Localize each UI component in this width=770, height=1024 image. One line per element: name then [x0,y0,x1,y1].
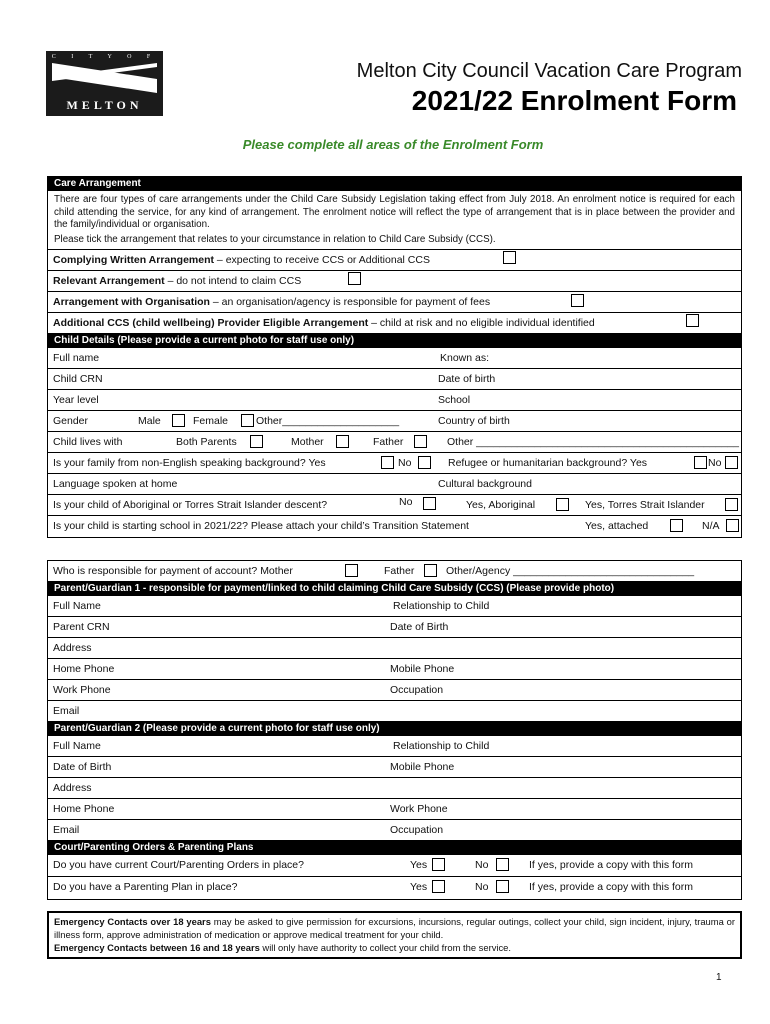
other-lives-label: Other _____________________________________________ [447,436,739,448]
emergency-over18-bold: Emergency Contacts over 18 years [54,916,211,927]
country-label: Country of birth [438,415,510,427]
torres-yes-label: Yes, Torres Strait Islander [585,499,705,511]
opt3-bold: Arrangement with Organisation [53,296,210,308]
payment-father-label: Father [384,565,415,577]
emergency-over18-text: may be asked to give permission for excursions, incursions, regular outings, collect your child, sign incident, injury, trauma or illness form, approve administration of medication or approve medical treatment for your child. [54,916,735,940]
care-heading: Care Arrangement [48,177,741,191]
pg2-work-label: Work Phone [390,803,448,815]
additional-checkbox[interactable] [686,314,699,327]
torres-yes-checkbox[interactable] [725,498,738,511]
logo-mark-icon [52,63,157,93]
pg2-relationship-label: Relationship to Child [393,740,490,752]
pg2-occupation-label: Occupation [390,824,444,836]
refugee-yes-checkbox[interactable] [694,456,707,469]
court-orders-no-checkbox[interactable] [496,858,509,871]
pg1-full-name-label: Full Name [53,600,101,612]
pg2-row-email [48,820,741,841]
payment-other-label: Other/Agency _______________________________ [446,565,695,577]
pg2-heading: Parent/Guardian 2 (Please provide a current photo for staff use only) [48,722,741,736]
pg1-occupation-label: Occupation [390,684,444,696]
child-row-gender [48,411,741,432]
opt4-text: – child at risk and no eligible individual identified [368,317,595,329]
logo-name: MELTON [66,98,143,112]
refugee-no-checkbox[interactable] [725,456,738,469]
child-row-aboriginal [48,495,741,516]
child-row-name [48,348,741,369]
child-row-nesb [48,453,741,474]
arrangement-organisation [48,292,741,313]
na-checkbox[interactable] [726,519,739,532]
na-label: N/A [702,520,720,532]
child-crn-label: Child CRN [53,373,103,385]
court-orders-yes-label: Yes [410,859,428,871]
nesb-yes-checkbox[interactable] [381,456,394,469]
care-arrangement-section [47,176,742,538]
known-as-label: Known as: [440,352,490,364]
council-logo [46,51,163,116]
pg2-row-home [48,799,741,820]
year-level-label: Year level [53,394,99,406]
child-row-lives [48,432,741,453]
father-label: Father [373,436,404,448]
court-row-plan [48,877,741,899]
aboriginal-no-label: No [399,496,413,508]
mother-checkbox[interactable] [336,435,349,448]
aboriginal-label: Is your child of Aboriginal or Torres Strait Islander descent? [53,499,328,511]
pg1-mobile-label: Mobile Phone [390,663,455,675]
pg1-row-crn [48,617,741,638]
refugee-label: Refugee or humanitarian background? Yes [448,457,648,469]
both-parents-checkbox[interactable] [250,435,263,448]
full-name-label: Full name [53,352,100,364]
payment-question: Who is responsible for payment of account? Mother [53,565,293,577]
pg1-row-work [48,680,741,701]
arrangement-relevant [48,271,741,292]
school-label: School [438,394,471,406]
aboriginal-no-checkbox[interactable] [423,497,436,510]
plan-yes-label: Yes [410,881,428,893]
pg2-address-label: Address [53,782,92,794]
culture-label: Cultural background [438,478,532,490]
aboriginal-yes-label: Yes, Aboriginal [466,499,536,511]
page-number: 1 [716,972,722,983]
plan-copy-label: If yes, provide a copy with this form [529,881,693,893]
complying-checkbox[interactable] [503,251,516,264]
payment-father-checkbox[interactable] [424,564,437,577]
mother-label: Mother [291,436,324,448]
father-checkbox[interactable] [414,435,427,448]
court-orders-question: Do you have current Court/Parenting Orders in place? [53,859,304,871]
attached-checkbox[interactable] [670,519,683,532]
child-row-year [48,390,741,411]
child-row-crn [48,369,741,390]
care-intro-text: There are four types of care arrangements under the Child Care Subsidy Legislation taking effect from July 2018. An enrolment notice is required for each child attending the service, for any kind of arrangement. The enrolment notice will reflect the type of arrangement that is in place between the provider and the family/individual or organisation. [54,194,735,230]
female-checkbox[interactable] [241,414,254,427]
plan-no-label: No [475,881,489,893]
child-heading: Child Details (Please provide a current photo for staff use only) [48,334,741,348]
pg2-home-label: Home Phone [53,803,115,815]
pg2-dob-label: Date of Birth [53,761,112,773]
pg1-row-address [48,638,741,659]
logo-city-text: C I T Y O F [51,54,158,60]
male-label: Male [138,415,161,427]
dob-label: Date of birth [438,373,496,385]
plan-no-checkbox[interactable] [496,880,509,893]
pg2-row-dob [48,757,741,778]
child-row-language [48,474,741,495]
pg1-address-label: Address [53,642,92,654]
opt4-bold: Additional CCS (child wellbeing) Provider Eligible Arrangement [53,317,369,329]
care-instruction: Please tick the arrangement that relates to your circumstance in relation to Child Care Subsidy (CCS). [54,233,496,245]
emergency-16to18-bold: Emergency Contacts between 16 and 18 years [54,941,260,953]
pg1-crn-label: Parent CRN [53,621,110,633]
starting-school-label: Is your child is starting school in 2021/22? Please attach your child’s Transition Statement [53,520,469,532]
female-label: Female [193,415,229,427]
care-intro [48,191,741,250]
pg1-row-name [48,596,741,617]
lives-with-label: Child lives with [53,436,123,448]
court-orders-copy-label: If yes, provide a copy with this form [529,859,693,871]
pg1-home-label: Home Phone [53,663,115,675]
pg2-row-address [48,778,741,799]
pg1-work-label: Work Phone [53,684,111,696]
pg2-full-name-label: Full Name [53,740,101,752]
form-title: 2021/22 Enrolment Form [411,85,737,116]
both-parents-label: Both Parents [176,436,237,448]
court-orders-yes-checkbox[interactable] [432,858,445,871]
pg1-relationship-label: Relationship to Child [393,600,490,612]
court-row-orders [48,855,741,877]
pg2-email-label: Email [53,824,80,836]
opt1-bold: Complying Written Arrangement [53,254,215,266]
nesb-label: Is your family from non-English speaking background? Yes [53,457,326,469]
opt1-text: – expecting to receive CCS or Additional CCS [214,254,430,266]
relevant-checkbox[interactable] [348,272,361,285]
form-instruction: Please complete all areas of the Enrolment Form [242,137,544,152]
nesb-no-label: No [398,457,412,469]
plan-yes-checkbox[interactable] [432,880,445,893]
payment-mother-checkbox[interactable] [345,564,358,577]
court-orders-no-label: No [475,859,489,871]
pg1-row-home [48,659,741,680]
pg1-dob-label: Date of Birth [390,621,449,633]
program-title: Melton City Council Vacation Care Program [356,60,742,82]
opt3-text: – an organisation/agency is responsible for payment of fees [209,296,491,308]
pg2-mobile-label: Mobile Phone [390,761,455,773]
aboriginal-yes-checkbox[interactable] [556,498,569,511]
gender-label: Gender [53,415,89,427]
emergency-16to18-text: will only have authority to collect your child from the service. [259,941,511,953]
organisation-checkbox[interactable] [571,294,584,307]
arrangement-complying [48,250,741,271]
parenting-plan-question: Do you have a Parenting Plan in place? [53,881,238,893]
attached-label: Yes, attached [585,520,649,532]
other-gender-label: Other____________________ [256,415,400,427]
opt2-text: – do not intend to claim CCS [164,275,302,287]
pg1-heading: Parent/Guardian 1 - responsible for payment/linked to child claiming Child Care Subsidy (CCS) (Please provide photo) [48,582,741,596]
payment-row [48,561,741,582]
refugee-no-label: No [708,457,722,469]
male-checkbox[interactable] [172,414,185,427]
child-row-starting [48,516,741,537]
pg1-row-email [48,701,741,722]
language-label: Language spoken at home [53,478,178,490]
court-heading: Court/Parenting Orders & Parenting Plans [48,841,741,855]
emergency-note [47,911,742,959]
arrangement-additional [48,313,741,334]
opt2-bold: Relevant Arrangement [53,275,165,287]
parent-section [47,560,742,900]
pg2-row-name [48,736,741,757]
nesb-no-checkbox[interactable] [418,456,431,469]
pg1-email-label: Email [53,705,80,717]
